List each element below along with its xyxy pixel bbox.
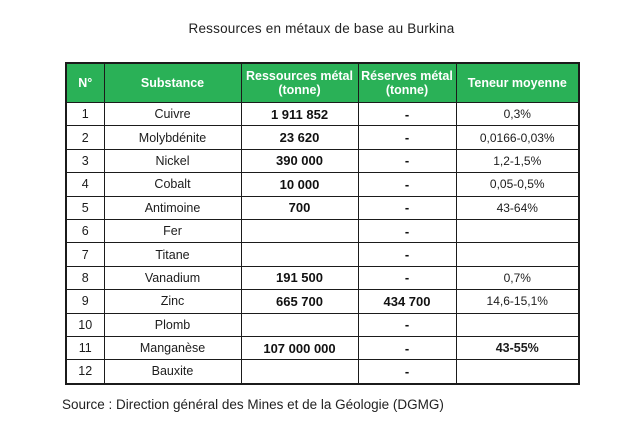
cell-reserves: -	[358, 336, 456, 359]
cell-substance: Titane	[104, 243, 241, 266]
page-title: Ressources en métaux de base au Burkina	[188, 21, 455, 36]
table-header-row	[66, 63, 579, 103]
cell-reserves: 434 700	[358, 290, 456, 313]
cell-reserves: -	[358, 219, 456, 242]
header-ressources: Ressources métal (tonne)	[241, 63, 358, 103]
header-substance: Substance	[104, 63, 241, 103]
table-row	[66, 360, 579, 384]
table-row	[66, 313, 579, 336]
cell-ressources: 390 000	[241, 149, 358, 172]
cell-teneur	[456, 360, 579, 384]
table-row	[66, 196, 579, 219]
cell-teneur	[456, 219, 579, 242]
cell-teneur: 1,2-1,5%	[456, 149, 579, 172]
cell-num: 12	[66, 360, 104, 384]
cell-substance: Manganèse	[104, 336, 241, 359]
cell-ressources	[241, 360, 358, 384]
cell-substance: Cobalt	[104, 173, 241, 196]
cell-num: 8	[66, 266, 104, 289]
cell-ressources	[241, 243, 358, 266]
table-row	[66, 173, 579, 196]
cell-reserves: -	[358, 126, 456, 149]
cell-ressources	[241, 219, 358, 242]
cell-teneur	[456, 243, 579, 266]
header-teneur: Teneur moyenne	[456, 63, 579, 103]
cell-teneur: 0,3%	[456, 103, 579, 126]
cell-reserves: -	[358, 173, 456, 196]
cell-ressources: 1 911 852	[241, 103, 358, 126]
header-num: N°	[66, 63, 104, 103]
table-row	[66, 103, 579, 126]
cell-substance: Plomb	[104, 313, 241, 336]
cell-teneur: 0,0166-0,03%	[456, 126, 579, 149]
cell-num: 4	[66, 173, 104, 196]
cell-substance: Fer	[104, 219, 241, 242]
cell-ressources: 665 700	[241, 290, 358, 313]
cell-teneur: 0,05-0,5%	[456, 173, 579, 196]
cell-substance: Nickel	[104, 149, 241, 172]
cell-ressources: 107 000 000	[241, 336, 358, 359]
cell-substance: Antimoine	[104, 196, 241, 219]
header-reserves: Réserves métal (tonne)	[358, 63, 456, 103]
cell-num: 10	[66, 313, 104, 336]
cell-substance: Vanadium	[104, 266, 241, 289]
cell-num: 9	[66, 290, 104, 313]
cell-ressources: 23 620	[241, 126, 358, 149]
cell-num: 1	[66, 103, 104, 126]
cell-substance: Zinc	[104, 290, 241, 313]
cell-substance: Bauxite	[104, 360, 241, 384]
table-row	[66, 290, 579, 313]
cell-substance: Cuivre	[104, 103, 241, 126]
table-row	[66, 219, 579, 242]
cell-teneur: 0,7%	[456, 266, 579, 289]
cell-reserves: -	[358, 266, 456, 289]
cell-reserves: -	[358, 149, 456, 172]
table-row	[66, 266, 579, 289]
cell-teneur: 14,6-15,1%	[456, 290, 579, 313]
cell-num: 6	[66, 219, 104, 242]
source-caption: Source : Direction général des Mines et de la Géologie (DGMG)	[62, 397, 444, 412]
cell-teneur	[456, 313, 579, 336]
cell-reserves: -	[358, 313, 456, 336]
cell-num: 2	[66, 126, 104, 149]
cell-ressources: 700	[241, 196, 358, 219]
cell-reserves: -	[358, 360, 456, 384]
cell-num: 11	[66, 336, 104, 359]
table-row	[66, 149, 579, 172]
cell-reserves: -	[358, 103, 456, 126]
cell-reserves: -	[358, 196, 456, 219]
cell-ressources	[241, 313, 358, 336]
cell-substance: Molybdénite	[104, 126, 241, 149]
cell-teneur: 43-64%	[456, 196, 579, 219]
table-row	[66, 243, 579, 266]
cell-num: 5	[66, 196, 104, 219]
cell-reserves: -	[358, 243, 456, 266]
cell-num: 3	[66, 149, 104, 172]
table-row	[66, 126, 579, 149]
table-row	[66, 336, 579, 359]
resources-table	[65, 62, 580, 385]
cell-ressources: 10 000	[241, 173, 358, 196]
cell-ressources: 191 500	[241, 266, 358, 289]
cell-teneur: 43-55%	[456, 336, 579, 359]
cell-num: 7	[66, 243, 104, 266]
